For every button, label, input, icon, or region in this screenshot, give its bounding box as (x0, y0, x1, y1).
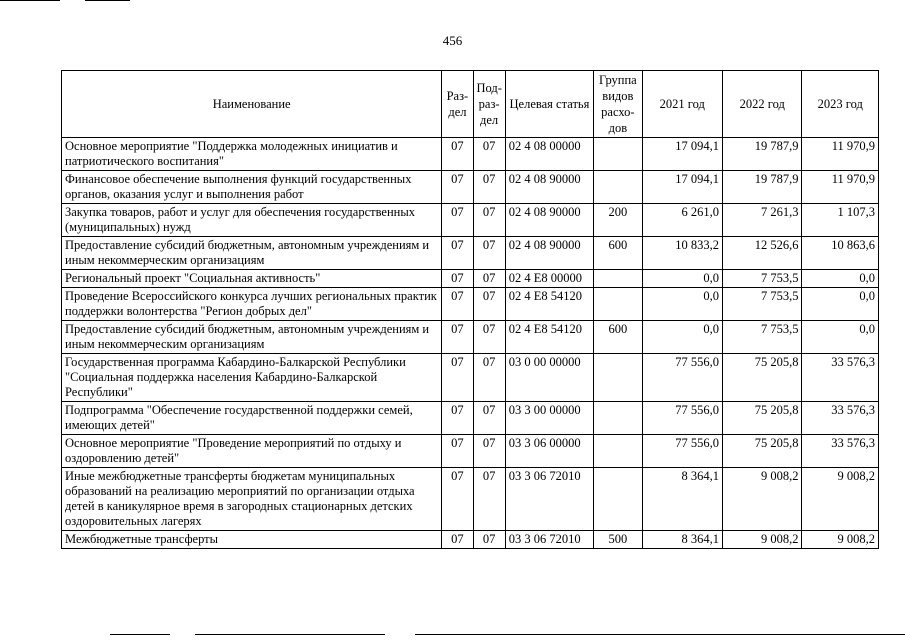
cell-name: Межбюджетные трансферты (62, 531, 442, 549)
cell-subsection: 07 (473, 138, 505, 171)
header-row (62, 71, 879, 138)
cell-target: 03 0 00 00000 (505, 354, 594, 402)
cell-2021: 0,0 (642, 321, 722, 354)
page-number: 456 (442, 33, 463, 48)
cell-2023: 0,0 (802, 321, 879, 354)
cell-section: 07 (442, 138, 473, 171)
cell-2021: 10 833,2 (642, 237, 722, 270)
cell-2022: 7 753,5 (722, 288, 801, 321)
cell-group: 600 (594, 237, 642, 270)
cell-subsection: 07 (473, 435, 505, 468)
budget-table (61, 70, 879, 549)
cell-target: 02 4 08 90000 (505, 237, 594, 270)
cell-2023: 33 576,3 (802, 402, 879, 435)
cell-target: 02 4 E8 54120 (505, 321, 594, 354)
cell-subsection: 07 (473, 354, 505, 402)
table-row (62, 204, 879, 237)
cell-2022: 19 787,9 (722, 138, 801, 171)
header-target: Целевая статья (505, 71, 594, 138)
cell-2021: 17 094,1 (642, 171, 722, 204)
cell-target: 03 3 06 00000 (505, 435, 594, 468)
cell-2022: 75 205,8 (722, 354, 801, 402)
cell-group: 200 (594, 204, 642, 237)
header-2022: 2022 год (722, 71, 801, 138)
cell-name: Подпрограмма "Обеспечение государственной поддержки семей, имеющих детей" (62, 402, 442, 435)
top-edge-rule-2 (85, 0, 130, 1)
cell-group (594, 435, 642, 468)
cell-group (594, 138, 642, 171)
cell-2023: 9 008,2 (802, 468, 879, 531)
cell-2022: 9 008,2 (722, 531, 801, 549)
table-row (62, 531, 879, 549)
cell-target: 03 3 06 72010 (505, 531, 594, 549)
cell-target: 02 4 E8 54120 (505, 288, 594, 321)
cell-2021: 0,0 (642, 270, 722, 288)
cell-group (594, 354, 642, 402)
cell-name: Региональный проект "Социальная активность" (62, 270, 442, 288)
cell-section: 07 (442, 468, 473, 531)
cell-group (594, 288, 642, 321)
cell-target: 03 3 00 00000 (505, 402, 594, 435)
bottom-edge-rule-2 (195, 634, 385, 635)
cell-2023: 33 576,3 (802, 435, 879, 468)
cell-2023: 10 863,6 (802, 237, 879, 270)
cell-2023: 9 008,2 (802, 531, 879, 549)
cell-2022: 9 008,2 (722, 468, 801, 531)
cell-section: 07 (442, 435, 473, 468)
cell-section: 07 (442, 237, 473, 270)
cell-2022: 75 205,8 (722, 402, 801, 435)
cell-target: 02 4 08 90000 (505, 204, 594, 237)
cell-2021: 6 261,0 (642, 204, 722, 237)
cell-2022: 7 753,5 (722, 321, 801, 354)
cell-section: 07 (442, 204, 473, 237)
cell-target: 02 4 08 90000 (505, 171, 594, 204)
header-group: Группа видов расхо-дов (594, 71, 642, 138)
top-edge-rule (0, 0, 60, 1)
cell-subsection: 07 (473, 171, 505, 204)
cell-2022: 7 261,3 (722, 204, 801, 237)
cell-2021: 8 364,1 (642, 468, 722, 531)
cell-section: 07 (442, 402, 473, 435)
cell-group (594, 468, 642, 531)
cell-group (594, 171, 642, 204)
cell-2023: 11 970,9 (802, 138, 879, 171)
cell-section: 07 (442, 531, 473, 549)
cell-subsection: 07 (473, 288, 505, 321)
cell-2021: 8 364,1 (642, 531, 722, 549)
table-row (62, 171, 879, 204)
cell-target: 03 3 06 72010 (505, 468, 594, 531)
header-2023: 2023 год (802, 71, 879, 138)
cell-name: Проведение Всероссийского конкурса лучших региональных практик поддержки волонтерства "Регион добрых дел" (62, 288, 442, 321)
cell-name: Закупка товаров, работ и услуг для обеспечения государственных (муниципальных) нужд (62, 204, 442, 237)
cell-subsection: 07 (473, 402, 505, 435)
cell-name: Предоставление субсидий бюджетным, автономным учреждениям и иным некоммерческим организациям (62, 237, 442, 270)
cell-section: 07 (442, 321, 473, 354)
cell-section: 07 (442, 270, 473, 288)
table-row (62, 402, 879, 435)
cell-2023: 11 970,9 (802, 171, 879, 204)
cell-subsection: 07 (473, 237, 505, 270)
cell-2022: 7 753,5 (722, 270, 801, 288)
cell-subsection: 07 (473, 468, 505, 531)
cell-section: 07 (442, 288, 473, 321)
cell-2022: 12 526,6 (722, 237, 801, 270)
cell-2023: 1 107,3 (802, 204, 879, 237)
cell-subsection: 07 (473, 531, 505, 549)
header-name: Наименование (62, 71, 442, 138)
cell-2021: 0,0 (642, 288, 722, 321)
cell-section: 07 (442, 354, 473, 402)
cell-name: Государственная программа Кабардино-Балкарской Республики "Социальная поддержка населения Кабардино-Балкарской Республики" (62, 354, 442, 402)
cell-subsection: 07 (473, 204, 505, 237)
cell-name: Основное мероприятие "Проведение мероприятий по отдыху и оздоровлению детей" (62, 435, 442, 468)
cell-2023: 33 576,3 (802, 354, 879, 402)
cell-name: Иные межбюджетные трансферты бюджетам муниципальных образований на реализацию мероприятий по организации отдыха детей в каникулярное время в загородных стационарных детских оздоровительных лагерях (62, 468, 442, 531)
table-row (62, 354, 879, 402)
cell-2021: 17 094,1 (642, 138, 722, 171)
table-row (62, 138, 879, 171)
cell-2023: 0,0 (802, 270, 879, 288)
cell-group (594, 270, 642, 288)
cell-target: 02 4 E8 00000 (505, 270, 594, 288)
table-row (62, 468, 879, 531)
header-subsection: Под-раз-дел (473, 71, 505, 138)
bottom-edge-rule (110, 634, 170, 635)
cell-2021: 77 556,0 (642, 354, 722, 402)
cell-name: Основное мероприятие "Поддержка молодежных инициатив и патриотического воспитания" (62, 138, 442, 171)
cell-name: Финансовое обеспечение выполнения функций государственных органов, оказания услуг и выполнения работ (62, 171, 442, 204)
header-section: Раз-дел (442, 71, 473, 138)
cell-group (594, 402, 642, 435)
table-row (62, 288, 879, 321)
table-row (62, 435, 879, 468)
cell-name: Предоставление субсидий бюджетным, автономным учреждениям и иным некоммерческим организациям (62, 321, 442, 354)
cell-2022: 19 787,9 (722, 171, 801, 204)
cell-subsection: 07 (473, 321, 505, 354)
cell-group: 600 (594, 321, 642, 354)
cell-subsection: 07 (473, 270, 505, 288)
bottom-edge-rule-3 (415, 634, 905, 635)
cell-target: 02 4 08 00000 (505, 138, 594, 171)
cell-group: 500 (594, 531, 642, 549)
table-row (62, 321, 879, 354)
cell-2021: 77 556,0 (642, 435, 722, 468)
table-row (62, 237, 879, 270)
cell-section: 07 (442, 171, 473, 204)
cell-2023: 0,0 (802, 288, 879, 321)
cell-2022: 75 205,8 (722, 435, 801, 468)
cell-2021: 77 556,0 (642, 402, 722, 435)
table-row (62, 270, 879, 288)
header-2021: 2021 год (642, 71, 722, 138)
